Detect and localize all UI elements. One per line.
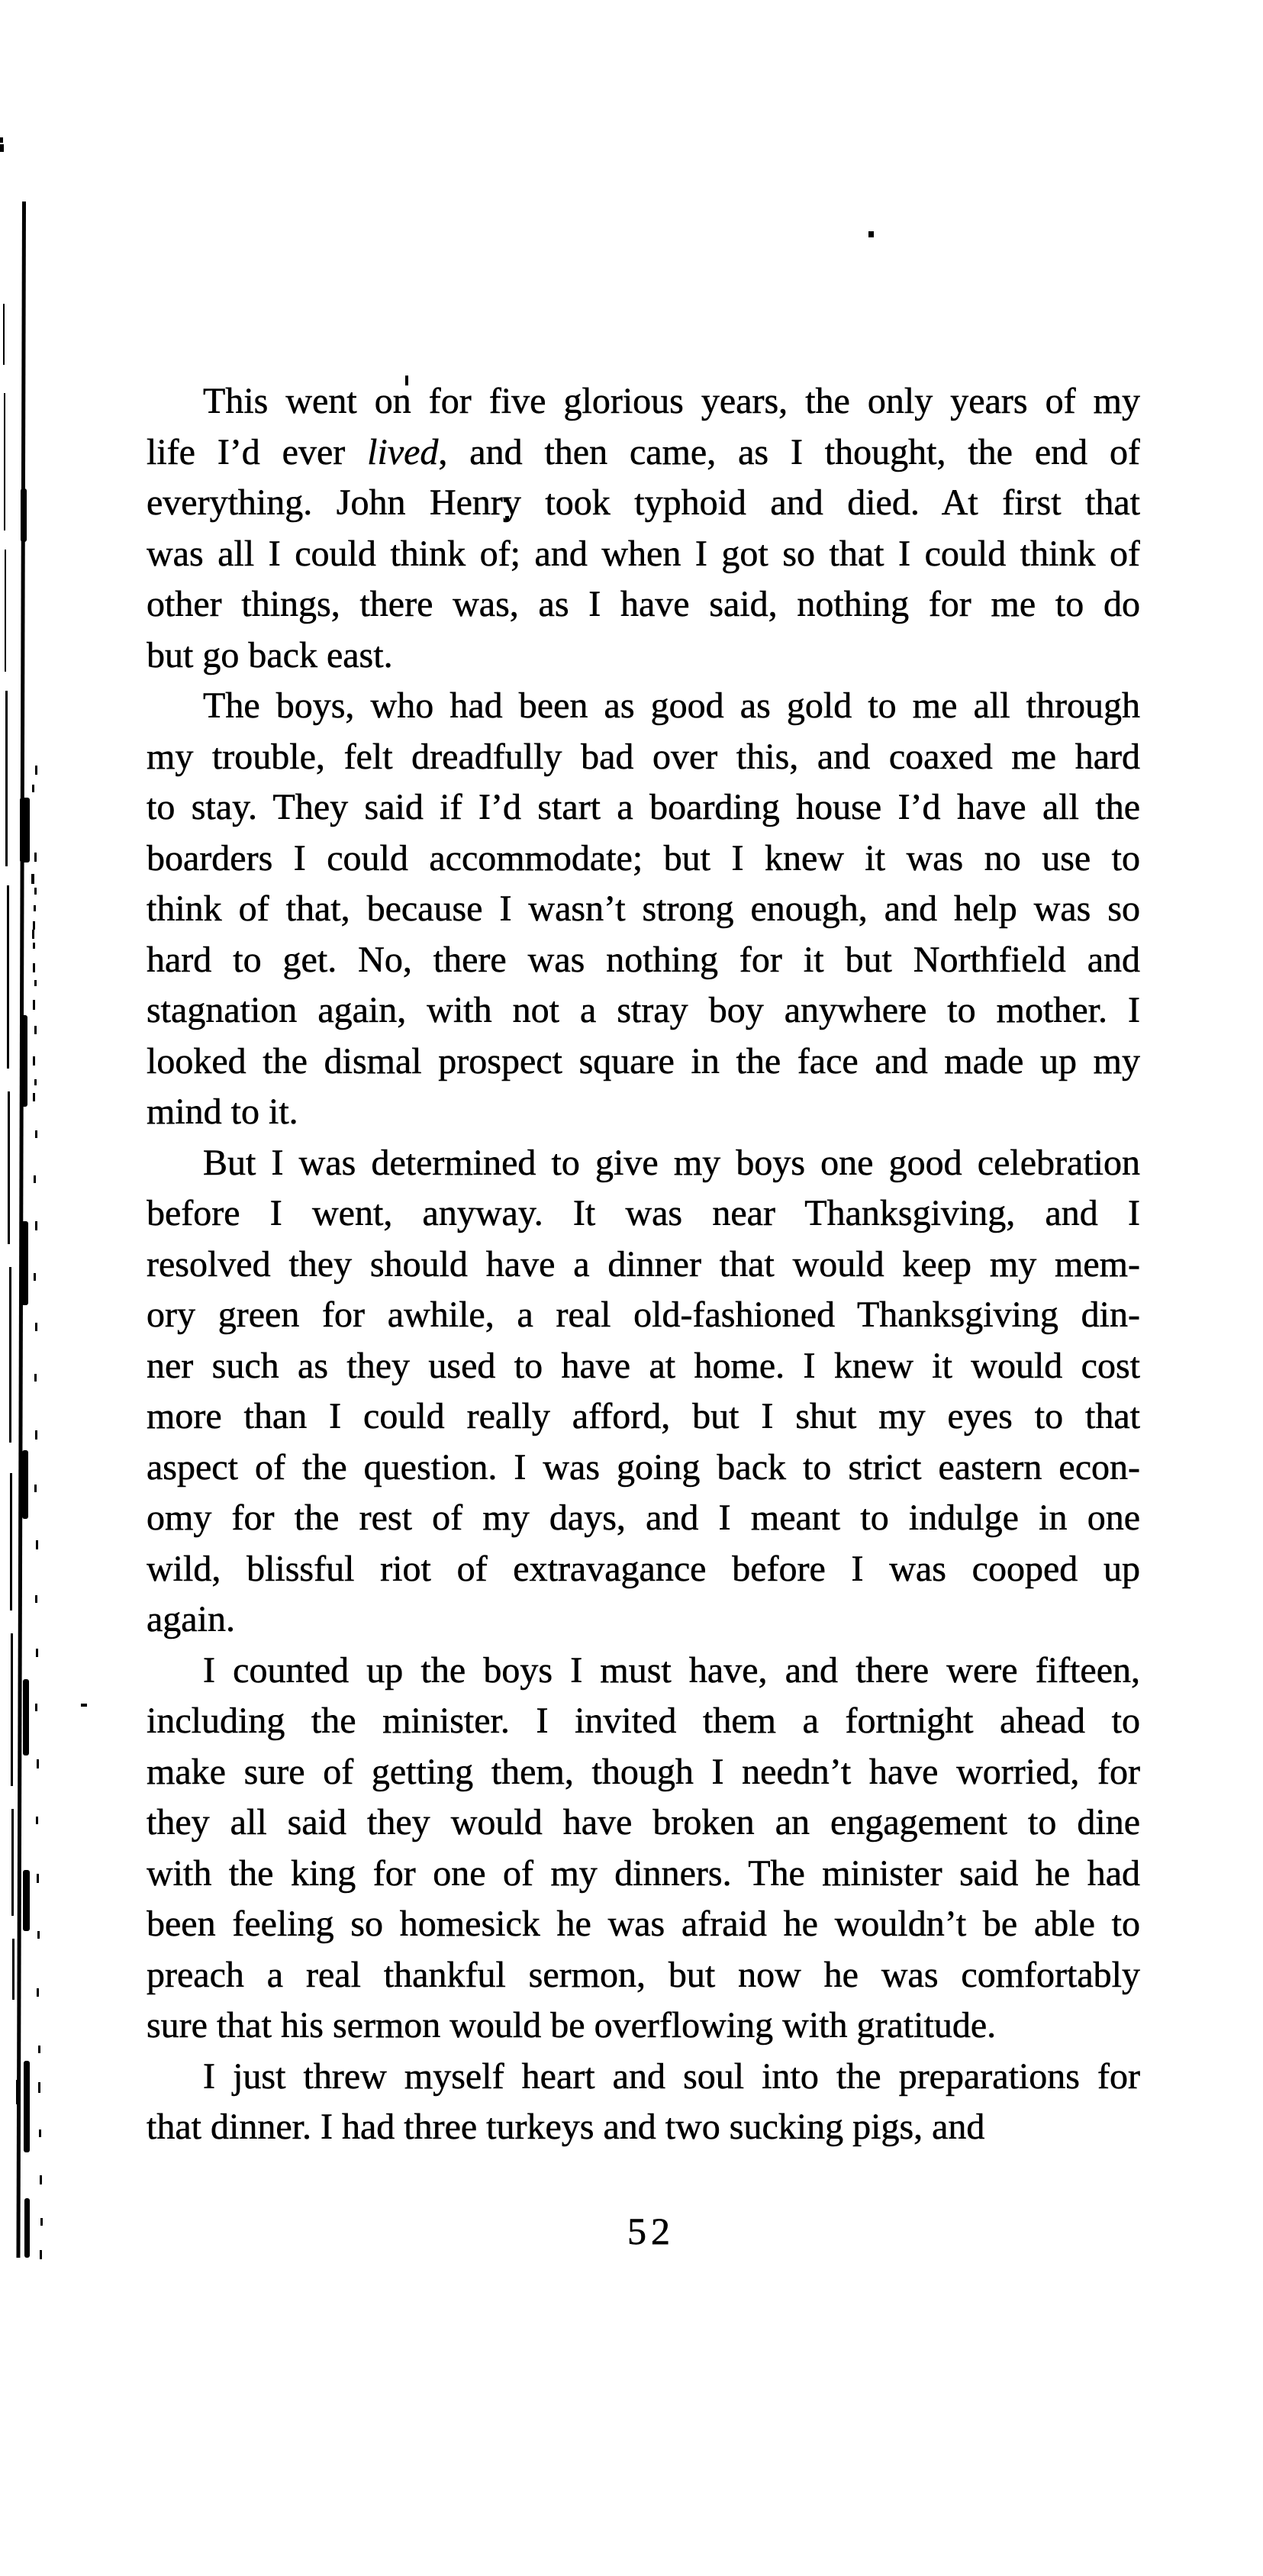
text-line: [147, 1138, 1140, 1189]
text-segment: been feeling so homesick he was afraid he wouldn’t be able to: [147, 1904, 1140, 1944]
text-segment: boarders I could accommodate; but I knew it was no use to: [147, 837, 1140, 879]
text-line: [147, 2052, 1140, 2103]
text-line: [147, 985, 1140, 1037]
text-segment: including the minister. I invited them a fortnight ahead to: [147, 1701, 1140, 1741]
scan-speck: [868, 231, 874, 237]
text-segment: think of that, because I wasn’t strong enough, and help was so: [147, 888, 1140, 929]
text-line: [147, 833, 1140, 885]
text-segment: was all I could think of; and when I got so that I could think of: [147, 533, 1140, 574]
text-line: [147, 1899, 1140, 1950]
scan-speck: [35, 1595, 37, 1603]
text-line: [147, 681, 1140, 732]
text-line: [147, 2102, 1140, 2153]
text-segment: I just threw myself heart and soul into the preparations for: [203, 2055, 1140, 2097]
scan-speck: [34, 1079, 37, 1085]
text-line: [147, 1696, 1140, 1747]
scan-speck: [34, 1374, 37, 1381]
text-segment: other things, there was, as I have said, nothing for me to do: [147, 584, 1140, 624]
scan-speck: [37, 1874, 39, 1883]
scan-speck: [33, 1056, 35, 1066]
scan-speck: [34, 853, 37, 862]
scan-speck: [33, 921, 35, 930]
text-line: [147, 1037, 1140, 1088]
binding-line-thin-segment: [5, 691, 8, 866]
binding-line-thin-segment: [3, 304, 5, 365]
scan-speck: [37, 1759, 39, 1768]
text-line: [147, 1290, 1140, 1341]
binding-line-blob: [21, 1015, 27, 1107]
text-line: [147, 1646, 1140, 1697]
text-line: [147, 1797, 1140, 1849]
text-segment: ory green for awhile, a real old-fashioned Thanksgiving din-: [147, 1294, 1140, 1335]
text-line: [147, 1747, 1140, 1798]
scan-speck: [0, 144, 4, 152]
binding-line-thin-segment: [7, 885, 9, 1069]
scan-speck: [33, 943, 35, 949]
scan-speck: [33, 1000, 35, 1010]
text-segment: but go back east.: [147, 634, 393, 675]
scan-speck: [34, 1485, 37, 1492]
scan-speck: [0, 137, 3, 143]
scan-speck: [36, 1540, 38, 1549]
text-line: [147, 529, 1140, 580]
scan-speck: [34, 905, 36, 911]
scan-speck: [37, 1931, 40, 1939]
text-segment: with the king for one of my dinners. The minister said he had: [147, 1852, 1140, 1894]
text-segment: preach a real thankful sermon, but now he was comfortably: [147, 1954, 1140, 1995]
scan-speck: [33, 1093, 35, 1101]
text-segment: ner such as they used to have at home. I knew it would cost: [147, 1345, 1140, 1386]
scan-speck: [35, 1704, 37, 1711]
text-line: [147, 478, 1140, 529]
paragraph: [147, 681, 1140, 1138]
text-segment: to stay. They said if I’d start a boarding house I’d have all the: [147, 787, 1140, 827]
text-line: [147, 1391, 1140, 1443]
text-line: [147, 935, 1140, 986]
text-segment: looked the dismal prospect square in the face and made up my: [147, 1040, 1140, 1082]
text-line: [147, 1594, 1140, 1646]
text-line: [147, 1849, 1140, 1900]
text-segment: more than I could really afford, but I shut my eyes to that: [147, 1396, 1140, 1436]
text-segment: resolved they should have a dinner that would keep my mem-: [147, 1243, 1140, 1285]
scan-speck: [40, 2250, 42, 2259]
binding-line-thin-segment: [9, 1267, 11, 1443]
scan-speck: [40, 2175, 42, 2184]
text-line: [147, 630, 1140, 682]
text-segment: omy for the rest of my days, and I meant to indulge in one: [147, 1498, 1140, 1538]
binding-line-blob: [21, 488, 27, 542]
page-text: [147, 376, 1140, 2153]
text-segment: , and then came, as I thought, the end of: [438, 431, 1140, 472]
text-line: [147, 2001, 1140, 2052]
text-line: [147, 732, 1140, 783]
scan-speck: [34, 1026, 37, 1034]
text-segment: again.: [147, 1599, 235, 1639]
text-line: [147, 1544, 1140, 1595]
paragraph: [147, 1138, 1140, 1646]
scan-speck: [35, 1130, 37, 1138]
text-line: [147, 1341, 1140, 1392]
scan-speck: [39, 2129, 41, 2137]
text-line: [147, 1087, 1140, 1138]
text-segment: I counted up the boys I must have, and there were fifteen,: [203, 1649, 1140, 1691]
scan-speck: [33, 963, 35, 972]
scan-speck: [34, 980, 37, 986]
text-segment: The boys, who had been as good as gold to me all through: [203, 685, 1140, 726]
scan-speck: [35, 1323, 37, 1331]
paragraph: [147, 2052, 1140, 2153]
text-segment: aspect of the question. I was going back to strict eastern econ-: [147, 1446, 1140, 1488]
binding-line-blob: [24, 2198, 30, 2258]
binding-line-blob: [21, 1221, 28, 1305]
text-segment: wild, blissful riot of extravagance before I was cooped up: [147, 1548, 1140, 1589]
text-segment: But I was determined to give my boys one good celebration: [203, 1142, 1140, 1183]
binding-line-blob: [23, 1679, 29, 1755]
scan-speck: [35, 1221, 37, 1230]
text-segment: before I went, anyway. It was near Thanksgiving, and I: [147, 1193, 1140, 1233]
scan-speck: [34, 888, 37, 895]
page-number: 52: [627, 2210, 675, 2252]
scan-speck: [36, 1817, 38, 1824]
binding-line-blob: [24, 2061, 30, 2152]
binding-line-blob: [20, 798, 30, 862]
text-segment: make sure of getting them, though I needn’t have worried, for: [147, 1751, 1140, 1792]
scan-speck: [37, 1988, 39, 1997]
scan-speck: [34, 1175, 36, 1183]
text-line: [147, 1950, 1140, 2001]
text-line: [147, 782, 1140, 833]
binding-line-thin-segment: [12, 1939, 14, 2000]
scan-speck: [32, 930, 34, 939]
paragraph: [147, 376, 1140, 681]
text-line: [147, 1240, 1140, 1291]
text-segment: my trouble, felt dreadfully bad over this, and coaxed me hard: [147, 736, 1140, 777]
scan-speck: [31, 874, 34, 884]
text-segment: everything. John Henry took typhoid and died. At first that: [147, 482, 1140, 523]
text-line: [147, 1188, 1140, 1240]
text-line: [147, 376, 1140, 427]
scan-speck: [38, 2046, 40, 2053]
text-segment: they all said they would have broken an engagement to dine: [147, 1802, 1140, 1843]
binding-line-thin-segment: [10, 1473, 12, 1610]
text-segment: sure that his sermon would be overflowing with gratitude.: [147, 2005, 997, 2046]
paragraph: [147, 1646, 1140, 2052]
scan-speck: [35, 766, 37, 775]
italic-text: lived: [367, 431, 439, 472]
binding-line-blob: [23, 1870, 30, 1931]
binding-line-thin-segment: [4, 393, 5, 530]
scan-speck: [38, 2082, 40, 2093]
binding-line-thin-segment: [11, 1633, 13, 1786]
binding-line-thin-segment: [16, 2080, 18, 2104]
text-line: [147, 1443, 1140, 1494]
text-segment: life I’d ever: [147, 431, 368, 472]
binding-line-thin-segment: [5, 550, 6, 672]
text-line: [147, 1493, 1140, 1544]
scan-speck: [36, 1649, 38, 1657]
binding-line-thin-segment: [11, 1809, 14, 1916]
text-segment: This went on for five glorious years, the only years of my: [203, 381, 1140, 421]
scan-speck: [40, 2218, 43, 2226]
text-segment: mind to it.: [147, 1091, 298, 1132]
text-segment: stagnation again, with not a stray boy anywhere to mother. I: [147, 990, 1140, 1030]
text-line: [147, 884, 1140, 935]
scan-speck: [35, 1430, 37, 1440]
text-segment: that dinner. I had three turkeys and two sucking pigs, and: [147, 2107, 985, 2147]
text-segment: hard to get. No, there was nothing for it but Northfield and: [147, 939, 1140, 980]
binding-line-blob: [22, 1450, 28, 1519]
scan-speck: [81, 1704, 87, 1707]
text-line: [147, 579, 1140, 630]
text-line: [147, 427, 1140, 479]
scan-speck: [32, 785, 34, 792]
binding-line-thin-segment: [8, 1091, 10, 1244]
scan-speck: [34, 1273, 36, 1281]
